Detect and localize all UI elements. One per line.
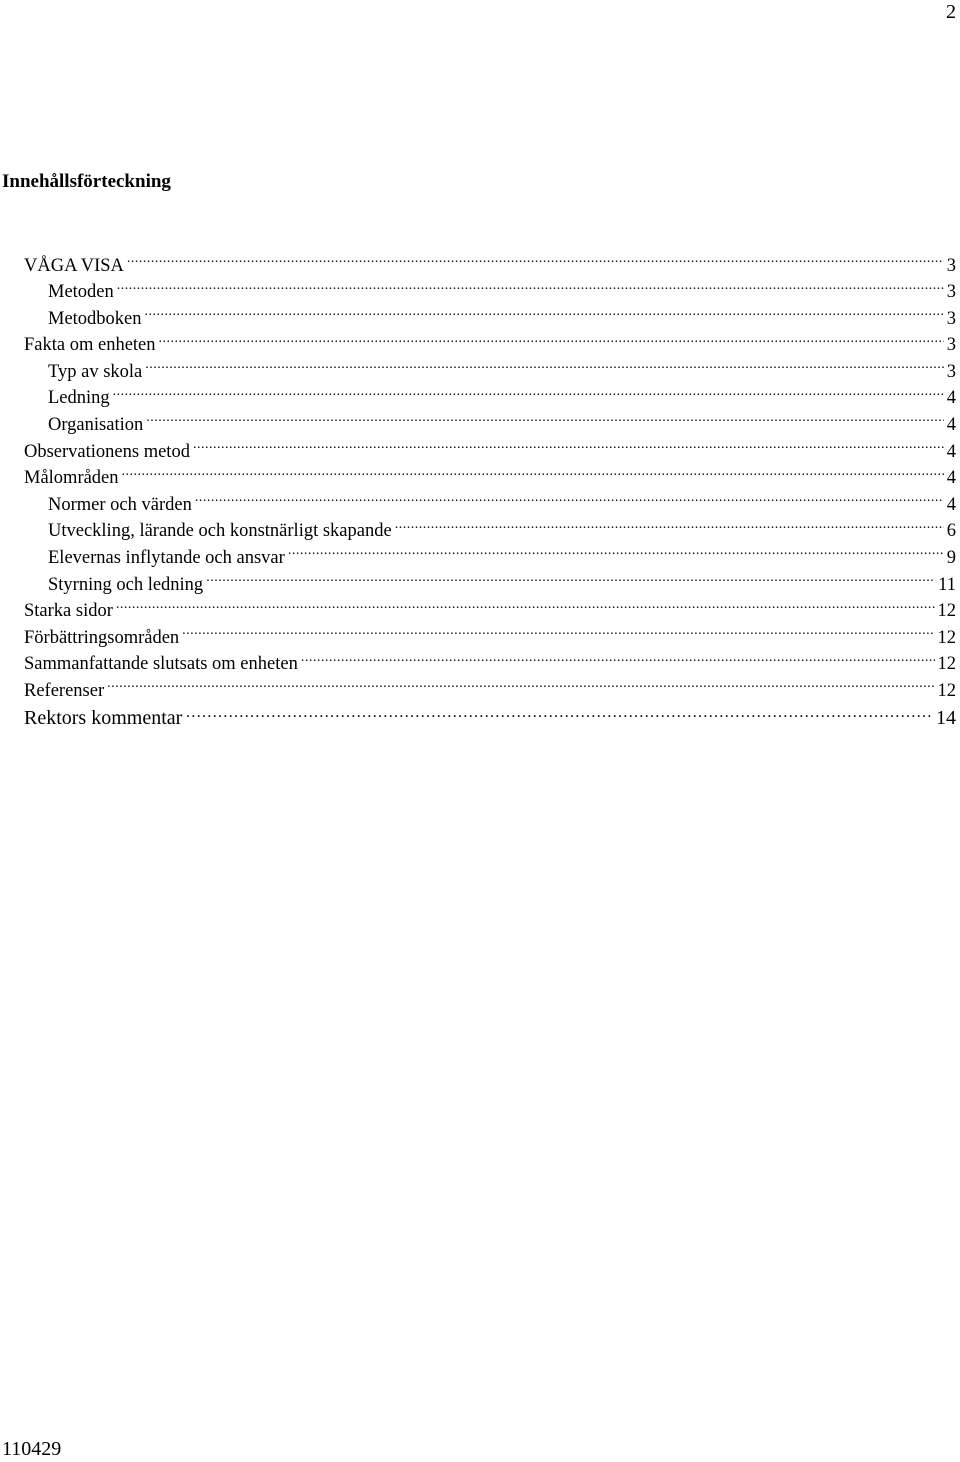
- toc-leader-dots: [127, 252, 944, 271]
- toc-entry-title: Förbättringsområden: [24, 627, 180, 648]
- toc-entry-page: 14: [936, 707, 956, 730]
- toc-entry-page: 4: [946, 415, 956, 436]
- toc-heading: Innehållsförteckning: [2, 171, 171, 192]
- toc-entry-page: 9: [946, 548, 956, 569]
- toc-entry-title: Starka sidor: [24, 601, 113, 622]
- toc-leader-dots: [146, 412, 944, 431]
- toc-entry[interactable]: [24, 598, 960, 625]
- toc-entry-title: Rektors kommentar: [24, 707, 183, 730]
- toc-entry-page: 3: [946, 335, 956, 356]
- toc-entry-page: 12: [937, 681, 956, 701]
- toc-entry-page: 4: [946, 468, 956, 489]
- toc-entry[interactable]: [24, 704, 960, 731]
- toc-entry-title: Utveckling, lärande och konstnärligt skapande: [48, 521, 392, 542]
- toc-leader-dots: [113, 385, 944, 404]
- toc-entry-page: 4: [946, 388, 956, 409]
- toc-entry-title: Ledning: [48, 388, 110, 409]
- toc-entry-title: Fakta om enheten: [24, 335, 156, 356]
- toc-entry[interactable]: [24, 678, 960, 705]
- toc-entry-title: Sammanfattande slutsats om enheten: [24, 654, 298, 675]
- toc-entry[interactable]: [24, 651, 960, 678]
- toc-entry[interactable]: [24, 279, 960, 306]
- toc-leader-dots: [159, 332, 944, 351]
- toc-entry-title: Styrning och ledning: [48, 574, 204, 595]
- toc-entry-page: 12: [937, 627, 956, 648]
- toc-entry-title: VÅGA VISA: [24, 255, 124, 276]
- toc-entry-page: 4: [946, 494, 956, 515]
- toc-leader-dots: [288, 545, 944, 564]
- toc-leader-dots: [107, 678, 934, 697]
- toc-entry-title: Normer och värden: [48, 494, 192, 515]
- toc-entry-page: 3: [946, 255, 956, 276]
- page-number: 2: [946, 1, 956, 23]
- toc-entry[interactable]: [24, 545, 960, 572]
- toc-entry[interactable]: [24, 412, 960, 439]
- toc-leader-dots: [206, 571, 935, 590]
- toc-entry-page: 11: [938, 574, 956, 595]
- toc-entry-page: 6: [946, 521, 956, 542]
- toc-entry[interactable]: [24, 358, 960, 385]
- toc-entry-title: Målområden: [24, 468, 119, 489]
- toc-leader-dots: [301, 651, 935, 670]
- toc-entry[interactable]: [24, 571, 960, 598]
- toc-entry-title: Typ av skola: [48, 361, 143, 382]
- toc-entry-page: 4: [946, 441, 956, 462]
- toc-leader-dots: [116, 598, 935, 617]
- toc-entry[interactable]: [24, 305, 960, 332]
- toc-entry-page: 12: [937, 654, 956, 675]
- toc-leader-dots: [395, 518, 944, 537]
- toc-leader-dots: [145, 358, 943, 377]
- toc-entry-title: Elevernas inflytande och ansvar: [48, 548, 285, 569]
- toc-entry-page: 3: [946, 361, 956, 382]
- toc-entry-page: 3: [946, 308, 956, 329]
- toc-entry-title: Observationens metod: [24, 441, 190, 462]
- toc-entry-page: 3: [946, 282, 956, 303]
- table-of-contents: [24, 252, 960, 731]
- toc-leader-dots: [185, 704, 933, 724]
- toc-entry[interactable]: [24, 252, 960, 279]
- toc-entry[interactable]: [24, 491, 960, 518]
- toc-leader-dots: [117, 279, 944, 298]
- toc-entry-title: Organisation: [48, 415, 144, 436]
- toc-leader-dots: [195, 491, 944, 510]
- toc-entry[interactable]: [24, 465, 960, 492]
- toc-entry-title: Metoden: [48, 282, 114, 303]
- toc-entry-title: Referenser: [24, 681, 105, 701]
- toc-leader-dots: [122, 465, 944, 484]
- document-date-code: 110429: [2, 1438, 62, 1460]
- toc-entry[interactable]: [24, 385, 960, 412]
- toc-entry-page: 12: [937, 601, 956, 622]
- toc-leader-dots: [182, 624, 934, 643]
- toc-entry[interactable]: [24, 332, 960, 359]
- toc-entry[interactable]: [24, 624, 960, 651]
- toc-entry[interactable]: [24, 518, 960, 545]
- toc-entry-title: Metodboken: [48, 308, 142, 329]
- toc-leader-dots: [145, 305, 944, 324]
- toc-leader-dots: [193, 438, 944, 457]
- toc-entry[interactable]: [24, 438, 960, 465]
